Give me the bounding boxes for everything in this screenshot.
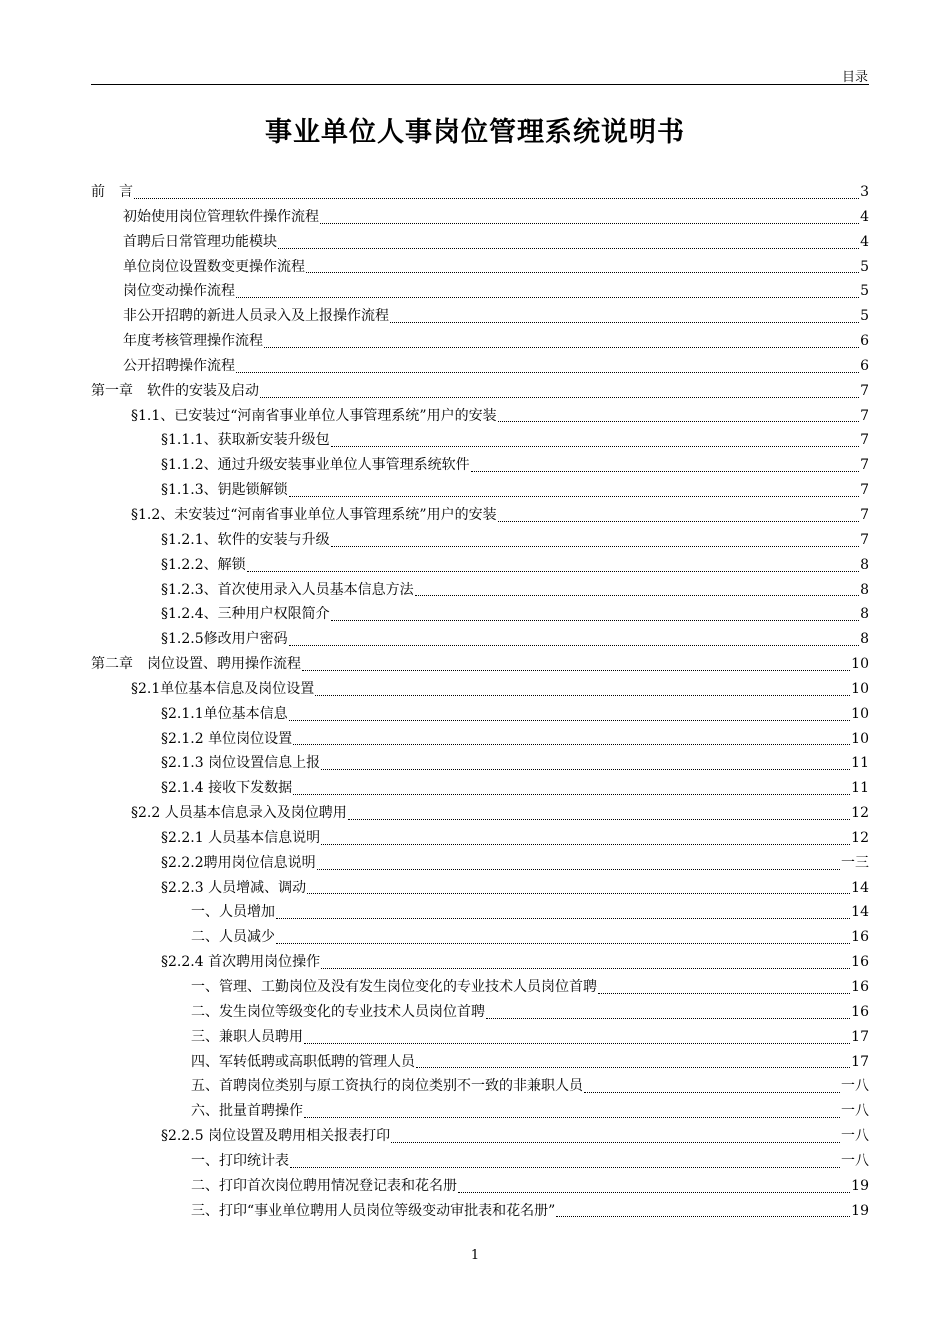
toc-entry[interactable]	[91, 900, 869, 925]
dot-leader	[317, 868, 840, 870]
toc-entry[interactable]	[91, 851, 869, 876]
toc-entry-page-number: 14	[851, 904, 869, 921]
toc-entry-page-number: 3	[860, 184, 869, 200]
toc-entry[interactable]	[91, 354, 869, 379]
toc-entry[interactable]	[91, 478, 869, 503]
toc-entry-page-number: 14	[851, 879, 869, 896]
toc-entry-title: 一、打印统计表	[191, 1152, 289, 1169]
toc-entry-title: 二、打印首次岗位聘用情况登记表和花名册	[191, 1177, 457, 1194]
toc-entry-page-number: 7	[860, 382, 869, 399]
dot-leader	[293, 743, 850, 745]
toc-entry[interactable]	[91, 1149, 869, 1174]
toc-entry[interactable]	[91, 1025, 869, 1050]
toc-entry-page-number: 10	[851, 705, 869, 722]
table-of-contents	[91, 180, 869, 1223]
dot-leader	[278, 247, 859, 249]
toc-entry[interactable]	[91, 304, 869, 329]
toc-entry[interactable]	[91, 553, 869, 578]
toc-entry-title: §2.1.2 单位岗位设置	[161, 730, 293, 747]
toc-entry[interactable]	[91, 404, 869, 429]
toc-entry[interactable]	[91, 329, 869, 354]
toc-entry[interactable]	[91, 876, 869, 901]
toc-entry-title: §1.2.3、首次使用录入人员基本信息方法	[161, 581, 414, 598]
toc-entry-title: 五、首聘岗位类别与原工资执行的岗位类别不一致的非兼职人员	[191, 1078, 583, 1095]
toc-entry-page-number: 8	[860, 631, 869, 648]
dot-leader	[304, 1042, 850, 1044]
dot-leader	[276, 917, 850, 919]
toc-entry-page-number: 10	[851, 730, 869, 747]
toc-entry-page-number: 5	[860, 308, 869, 325]
toc-entry-page-number: 16	[851, 929, 869, 946]
toc-entry[interactable]	[91, 1000, 869, 1025]
toc-entry-page-number: 一八	[841, 1128, 869, 1145]
toc-entry[interactable]	[91, 1074, 869, 1099]
toc-entry-page-number: 17	[851, 1028, 869, 1045]
toc-entry-title: 六、批量首聘操作	[191, 1103, 303, 1120]
toc-entry-page-number: 4	[860, 233, 869, 250]
toc-entry-page-number: 16	[851, 954, 869, 971]
toc-entry-title: §2.1.1单位基本信息	[161, 705, 288, 722]
toc-entry[interactable]	[91, 602, 869, 627]
toc-entry-page-number: 一八	[841, 1078, 869, 1095]
dot-leader	[556, 1215, 850, 1217]
toc-entry[interactable]	[91, 1174, 869, 1199]
toc-entry-page-number: 10	[851, 680, 869, 697]
toc-entry-title: 公开招聘操作流程	[123, 357, 235, 374]
toc-entry[interactable]	[91, 503, 869, 528]
toc-entry[interactable]	[91, 751, 869, 776]
toc-entry-title: 第一章 软件的安装及启动	[91, 382, 259, 399]
toc-entry[interactable]	[91, 776, 869, 801]
header-label: 目录	[841, 70, 868, 85]
toc-entry[interactable]	[91, 205, 869, 230]
toc-entry[interactable]	[91, 727, 869, 752]
toc-entry-page-number: 19	[851, 1177, 869, 1194]
dot-leader	[486, 1017, 850, 1019]
toc-entry-page-number: 12	[851, 829, 869, 846]
toc-entry-title: §2.1.4 接收下发数据	[161, 780, 293, 797]
toc-entry-page-number: 16	[851, 979, 869, 995]
dot-leader	[348, 818, 850, 820]
dot-leader	[247, 570, 859, 572]
toc-entry[interactable]	[91, 180, 869, 205]
toc-entry[interactable]	[91, 528, 869, 553]
dot-leader	[306, 271, 859, 273]
toc-entry-title: 第二章 岗位设置、聘用操作流程	[91, 656, 301, 673]
dot-leader	[304, 1116, 840, 1118]
dot-leader	[321, 967, 850, 969]
toc-entry-title: 三、兼职人员聘用	[191, 1028, 303, 1045]
toc-entry-page-number: 8	[860, 581, 869, 598]
dot-leader	[598, 992, 850, 994]
toc-entry-page-number: 6	[860, 357, 869, 374]
toc-entry-title: 非公开招聘的新进人员录入及上报操作流程	[123, 308, 389, 325]
toc-entry-title: §1.2.1、软件的安装与升级	[161, 531, 330, 548]
toc-entry[interactable]	[91, 702, 869, 727]
toc-entry-page-number: 7	[860, 432, 869, 449]
toc-entry-page-number: 5	[860, 258, 869, 275]
dot-leader	[290, 1166, 840, 1168]
toc-entry[interactable]	[91, 1199, 869, 1224]
toc-entry-title: 年度考核管理操作流程	[123, 333, 263, 350]
dot-leader	[307, 892, 850, 894]
toc-entry-title: 前 言	[91, 184, 133, 200]
toc-entry[interactable]	[91, 453, 869, 478]
toc-entry-page-number: 一三	[841, 854, 869, 871]
dot-leader	[391, 1141, 840, 1143]
toc-entry[interactable]	[91, 1050, 869, 1075]
toc-entry-title: 一、人员增加	[191, 904, 275, 921]
dot-leader	[331, 545, 859, 547]
toc-entry-title: §1.1.2、通过升级安装事业单位人事管理系统软件	[161, 457, 470, 474]
dot-leader	[331, 445, 859, 447]
toc-entry-page-number: 7	[860, 457, 869, 474]
dot-leader	[415, 594, 859, 596]
toc-entry-title: §1.2、未安装过“河南省事业单位人事管理系统”用户的安装	[131, 506, 497, 523]
toc-entry-title: §2.2 人员基本信息录入及岗位聘用	[131, 805, 347, 822]
toc-entry-title: 岗位变动操作流程	[123, 283, 235, 300]
toc-entry[interactable]	[91, 801, 869, 826]
dot-leader	[289, 644, 859, 646]
toc-entry-title: 二、人员减少	[191, 929, 275, 946]
dot-leader	[302, 669, 850, 671]
toc-entry-page-number: 一八	[841, 1103, 869, 1120]
toc-entry-page-number: 8	[860, 606, 869, 623]
dot-leader	[293, 793, 850, 795]
dot-leader	[458, 1191, 850, 1193]
dot-leader	[498, 420, 860, 422]
toc-entry-page-number: 7	[860, 531, 869, 548]
dot-leader	[331, 619, 859, 621]
toc-entry-page-number: 4	[860, 208, 869, 225]
toc-entry-page-number: 7	[860, 482, 869, 499]
toc-entry-title: 初始使用岗位管理软件操作流程	[123, 208, 319, 225]
toc-entry[interactable]	[91, 1124, 869, 1149]
toc-entry-title: §2.1.3 岗位设置信息上报	[161, 755, 321, 772]
toc-entry-page-number: 16	[851, 1003, 869, 1020]
toc-entry-title: §1.2.4、三种用户权限简介	[161, 606, 330, 623]
dot-leader	[236, 371, 859, 373]
toc-entry-title: §2.2.1 人员基本信息说明	[161, 829, 321, 846]
toc-entry-page-number: 11	[851, 755, 869, 772]
toc-entry[interactable]	[91, 677, 869, 702]
toc-entry-page-number: 10	[851, 656, 869, 673]
dot-leader	[320, 222, 859, 224]
dot-leader	[260, 396, 859, 398]
toc-entry-page-number: 11	[851, 780, 869, 797]
toc-entry[interactable]	[91, 230, 869, 255]
header-rule	[91, 84, 869, 85]
toc-entry-title: §1.1.1、获取新安装升级包	[161, 432, 330, 449]
toc-entry[interactable]	[91, 578, 869, 603]
toc-entry-page-number: 7	[860, 407, 869, 424]
toc-entry[interactable]	[91, 627, 869, 652]
dot-leader	[498, 520, 860, 522]
dot-leader	[315, 694, 850, 696]
toc-entry-title: §2.1单位基本信息及岗位设置	[131, 680, 315, 697]
toc-entry[interactable]	[91, 950, 869, 975]
toc-entry-title: §1.1、已安装过“河南省事业单位人事管理系统”用户的安装	[131, 407, 497, 424]
toc-entry-title: 一、管理、工勤岗位及没有发生岗位变化的专业技术人员岗位首聘	[191, 979, 597, 995]
dot-leader	[321, 843, 850, 845]
toc-entry-page-number: 7	[860, 506, 869, 523]
toc-entry[interactable]	[91, 1099, 869, 1124]
toc-entry-title: §2.2.2聘用岗位信息说明	[161, 854, 316, 871]
toc-entry-page-number: 6	[860, 333, 869, 350]
toc-entry-title: §1.1.3、钥匙锁解锁	[161, 482, 288, 499]
toc-entry-title: §2.2.3 人员增减、调动	[161, 879, 307, 896]
toc-entry-title: 首聘后日常管理功能模块	[123, 233, 277, 250]
dot-leader	[276, 942, 850, 944]
toc-entry-title: §2.2.5 岗位设置及聘用相关报表打印	[161, 1128, 391, 1145]
toc-entry-title: §1.2.5修改用户密码	[161, 631, 288, 648]
toc-entry-title: 二、发生岗位等级变化的专业技术人员岗位首聘	[191, 1003, 485, 1020]
toc-entry[interactable]	[91, 652, 869, 677]
toc-entry-title: §2.2.4 首次聘用岗位操作	[161, 954, 321, 971]
toc-entry[interactable]	[91, 279, 869, 304]
toc-entry[interactable]	[91, 428, 869, 453]
toc-entry-page-number: 17	[851, 1053, 869, 1070]
dot-leader	[236, 296, 859, 298]
page-number: 1	[470, 1248, 480, 1263]
document-title: 事业单位人事岗位管理系统说明书	[265, 117, 685, 148]
toc-entry[interactable]	[91, 925, 869, 950]
toc-entry-title: 单位岗位设置数变更操作流程	[123, 258, 305, 275]
toc-entry[interactable]	[91, 826, 869, 851]
dot-leader	[264, 346, 859, 348]
dot-leader	[289, 719, 851, 721]
toc-entry[interactable]	[91, 379, 869, 404]
dot-leader	[584, 1091, 840, 1093]
dot-leader	[471, 470, 859, 472]
toc-entry-title: 四、军转低聘或高职低聘的管理人员	[191, 1053, 415, 1070]
dot-leader	[321, 768, 850, 770]
toc-entry-title: 三、打印“事业单位聘用人员岗位等级变动审批表和花名册”	[191, 1202, 556, 1219]
dot-leader	[416, 1066, 850, 1068]
dot-leader	[289, 495, 859, 497]
toc-entry[interactable]	[91, 255, 869, 280]
toc-entry[interactable]	[91, 975, 869, 1000]
toc-entry-page-number: 一八	[841, 1152, 869, 1169]
toc-entry-page-number: 8	[860, 556, 869, 573]
toc-entry-page-number: 5	[860, 283, 869, 300]
dot-leader	[134, 197, 859, 199]
toc-entry-title: §1.2.2、解锁	[161, 556, 246, 573]
dot-leader	[390, 321, 859, 323]
toc-entry-page-number: 12	[851, 805, 869, 822]
toc-entry-page-number: 19	[851, 1202, 869, 1219]
